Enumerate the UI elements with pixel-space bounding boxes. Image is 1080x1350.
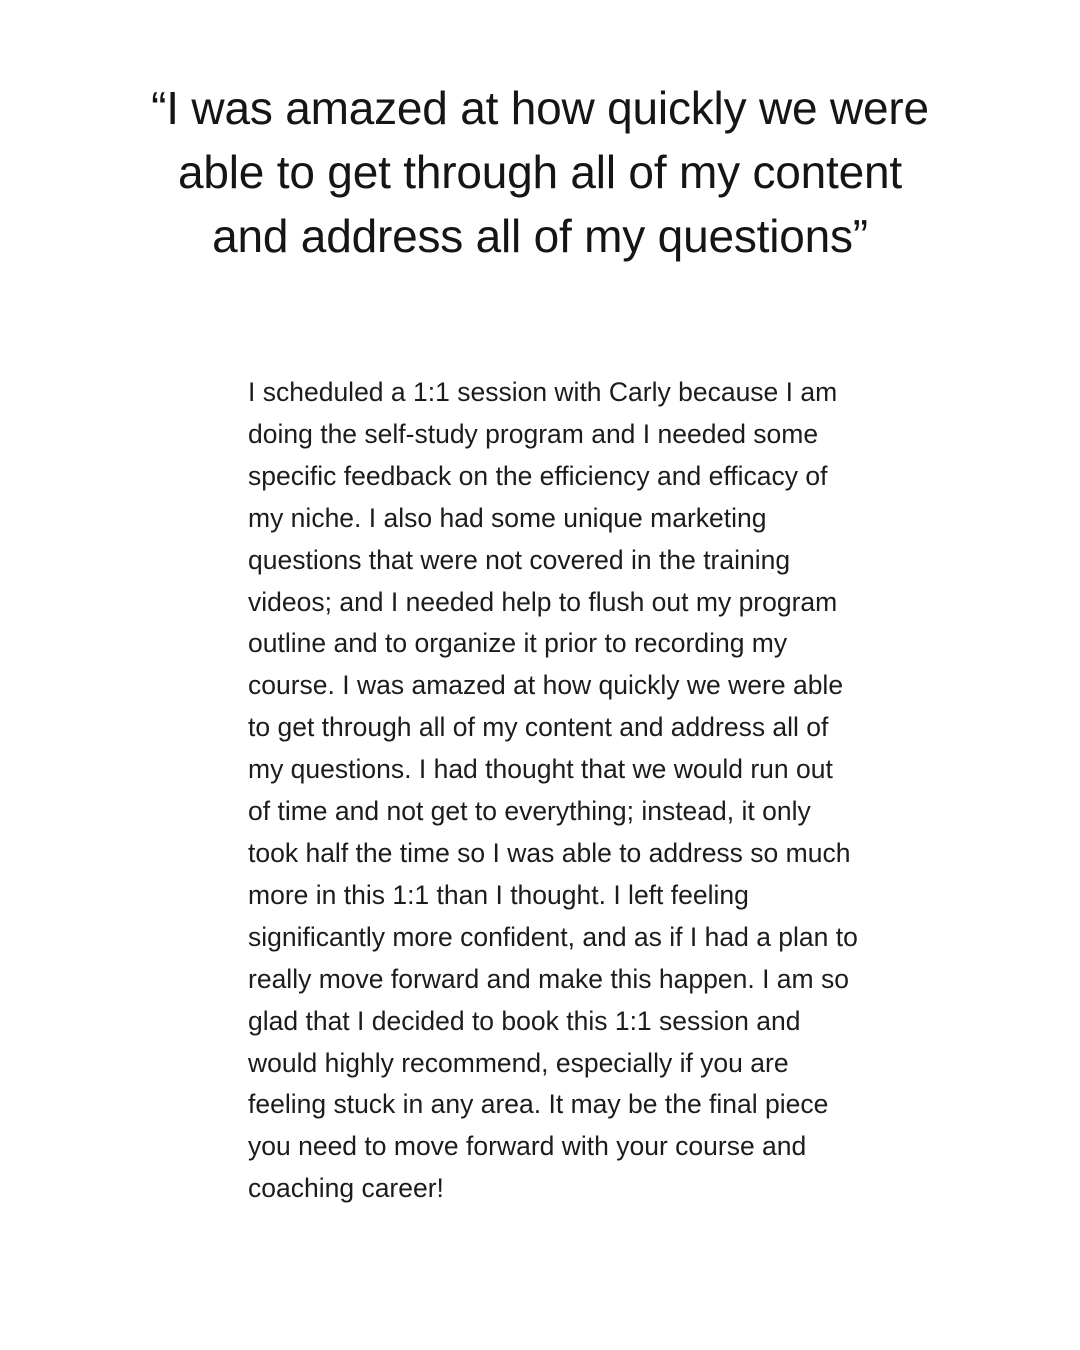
testimonial-body-text: I scheduled a 1:1 session with Carly because I am doing the self-study program and I needed some specific feedback on the efficiency and efficacy of my niche. I also had some unique marketing questions that were not covered in the training videos; and I needed help to flush out my program outline and to organize it prior to recording my course. I was amazed at how quickly we were able to get through all of my content and address all of my questions. I had thought that we would run out of time and not get to everything; instead, it only took half the time so I was able to address so much more in this 1:1 than I thought. I left feeling significantly more confident, and as if I had a plan to really move forward and make this happen. I am so glad that I decided to book this 1:1 session and would highly recommend, especially if you are feeling stuck in any area. It may be the final piece you need to move forward with your course and coaching career! (248, 377, 858, 1204)
testimonial-headline-quote: “I was amazed at how quickly we were able to get through all of my content and address all of my questions” (151, 82, 929, 262)
